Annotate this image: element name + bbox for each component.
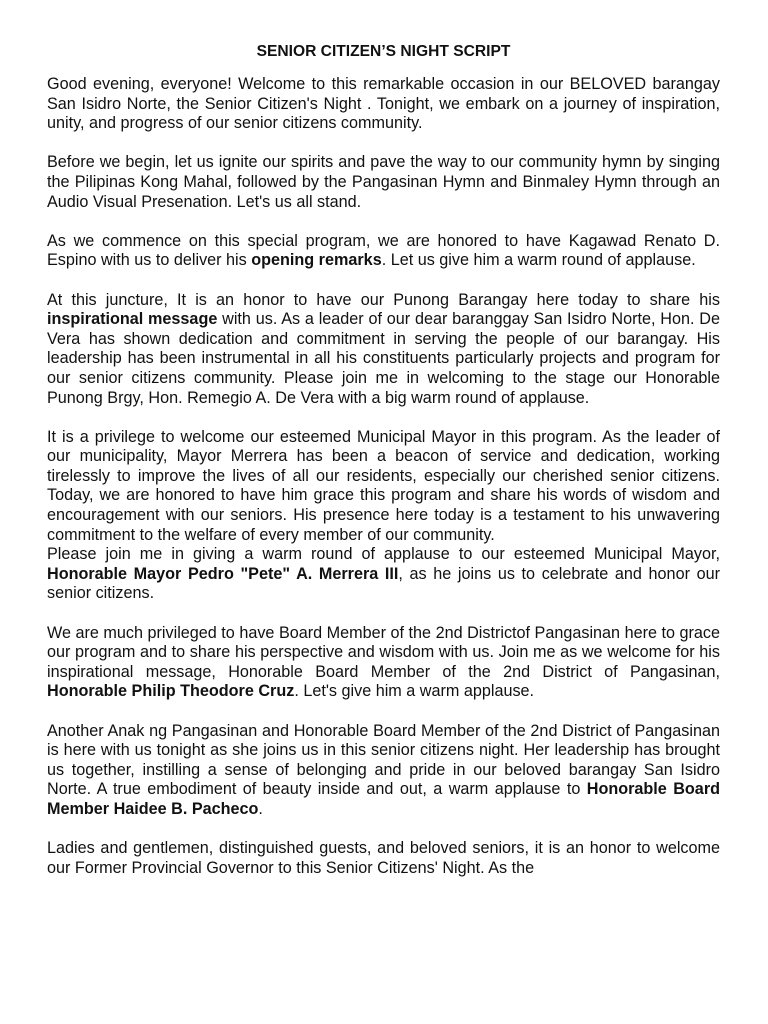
paragraph: [47, 624, 720, 702]
bold-text: opening remarks: [251, 251, 382, 270]
paragraph: [47, 153, 720, 212]
paragraph-text: It is a privilege to welcome our esteemed Municipal Mayor in this program. As the leader of our municipality, Mayor Merrera has been a beacon of service and dedication, working tirelessly to improve the lives of all our residents, especially our cherished senior citizens. Today, we are honored to have him grace this program and share his words of wisdom and encouragement with our seniors. His presence here today is a testament to his unwavering commitment to the welfare of every member of our community.: [47, 427, 720, 544]
bold-text: Honorable Mayor Pedro "Pete" A. Merrera III: [47, 564, 399, 583]
paragraph-text: Good evening, everyone! Welcome to this remarkable occasion in our BELOVED barangay San Isidro Norte, the Senior Citizen's Night . Tonight, we embark on a journey of inspiration, unity, and progress of our senior citizens community.: [47, 75, 720, 133]
paragraph: [47, 428, 720, 546]
bold-text: inspirational message: [47, 310, 218, 329]
document-body: [47, 75, 720, 878]
paragraph-text: At this juncture, It is an honor to have our Punong Barangay here today to share his: [47, 290, 720, 309]
paragraph: [47, 75, 720, 134]
bold-text: Honorable Philip Theodore Cruz: [47, 682, 295, 701]
document-title: SENIOR CITIZEN’S NIGHT SCRIPT: [256, 43, 511, 60]
paragraph-text: Before we begin, let us ignite our spirits and pave the way to our community hymn by singing the Pilipinas Kong Mahal, followed by the Pangasinan Hymn and Binmaley Hymn through an Audio Visual Presenation. Let's us all stand.: [47, 153, 720, 211]
paragraph-text: , as he joins us to celebrate and honor our senior citizens.: [47, 564, 720, 603]
paragraph-text: with us. As a leader of our dear baranggay San Isidro Norte, Hon. De Vera has shown dedication and commitment in serving the people of our barangay. His leadership has been instrumental in all his constituents particularly projects and program for our senior citizens community. Please join me in welcoming to the stage our Honorable Punong Brgy, Hon. Remegio A. De Vera with a big warm round of applause.: [47, 310, 720, 407]
document-page: [47, 42, 720, 878]
bold-text: Honorable Board Member Haidee B. Pacheco: [47, 780, 721, 818]
paragraph: [47, 722, 720, 820]
paragraph-text: As we commence on this special program, we are honored to have Kagawad Renato D. Espino with us to deliver his: [47, 231, 720, 270]
paragraph-text: Another Anak ng Pangasinan and Honorable Board Member of the 2nd District of Pangasinan is here with us tonight as she joins us in this senior citizens night. Her leadership has brought us together, instilling a sense of belonging and pride in our beloved barangay San Isidro Norte. A true embodiment of beauty inside and out, a warm applause to: [47, 721, 720, 799]
paragraph-text: . Let us give him a warm round of applause.: [381, 251, 696, 270]
paragraph-text: . Let's give him a warm applause.: [294, 682, 535, 701]
paragraph: [47, 291, 720, 409]
paragraph-text: Ladies and gentlemen, distinguished guests, and beloved seniors, it is an honor to welcome our Former Provincial Governor to this Senior Citizens' Night. As the: [47, 839, 720, 877]
paragraph-text: Please join me in giving a warm round of applause to our esteemed Municipal Mayor,: [47, 545, 720, 564]
paragraph-text: We are much privileged to have Board Member of the 2nd Districtof Pangasinan here to grace our program and to share his perspective and wisdom with us. Join me as we welcome for his inspirational message, Honorable Board Member of the 2nd District of Pangasinan,: [47, 623, 720, 681]
paragraph: [47, 839, 720, 878]
paragraph: [47, 545, 720, 604]
paragraph-text: .: [258, 799, 263, 818]
paragraph: [47, 232, 720, 271]
